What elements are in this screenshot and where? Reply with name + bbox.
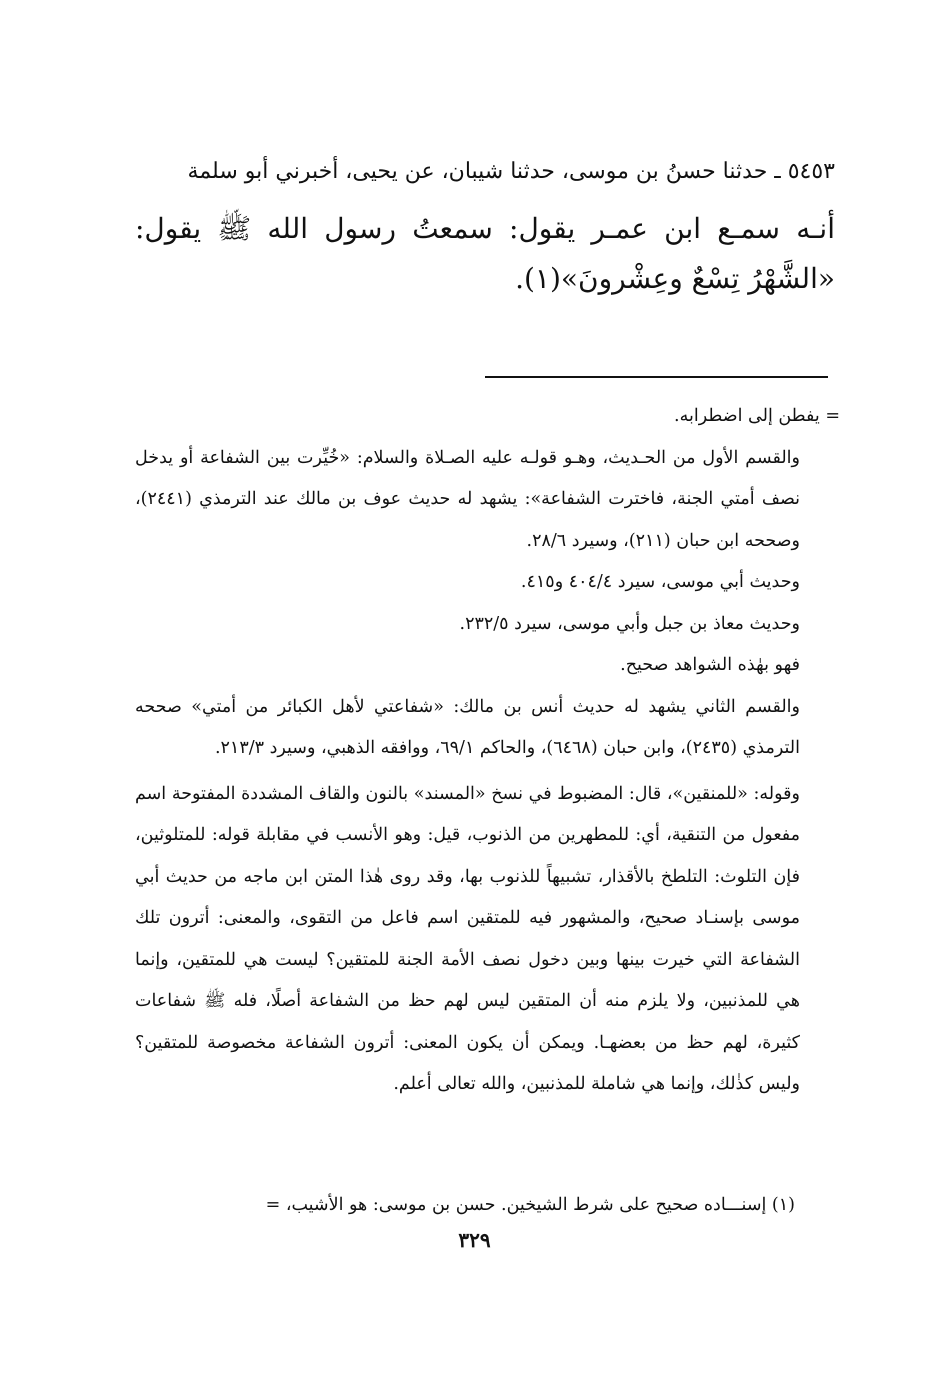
note-paragraph: = يفطن إلى اضطرابه. — [674, 406, 840, 426]
hadith-matn: أنـه سمـع ابن عمـر يقول: سمعتُ رسول الله ﷺ يقول: «الشَّهْرُ تِسْعٌ وعِشْرونَ»(١). — [135, 212, 835, 295]
note-paragraph: وحديث معاذ بن جبل وأبي موسى، سيرد ٢٣٢/٥. — [459, 613, 800, 634]
footnote-divider — [485, 376, 828, 378]
footnote-1: (١) إسنـــاده صحيح على شرط الشيخين. حسن بن موسى: هو الأشيب، = — [265, 1195, 795, 1215]
note-paragraph: وحديث أبي موسى، سيرد ٤٠٤/٤ و٤١٥. — [520, 572, 800, 592]
commentary-notes — [135, 396, 840, 1106]
page-number: ٣٢٩ — [458, 1228, 491, 1252]
note-paragraph: وقوله: «للمنقين»، قال: المضبوط في نسخ «المسند» بالنون والقاف المشددة المفتوحة اسم مفعول من التنقية، أي: للمطهرين من الذنوب، قيل: وهو الأنسب في مقابلة قوله: للمتلوثين، فإن التلوث: التلطخ بالأقذار، تشبيهاً للذنوب بها، وقد روى هٰذا المتن ابن ماجه من حديث أبي موسى بإسنـاد صحيح، والمشهور فيه للمتقين اسم فاعل من التقوى، والمعنى: أترون تلك الشفاعة التي خيرت بينها وبين دخول نصف الأمة الجنة للمتقين؟ ليست هي للمتقين، وإنما هي للمذنبين، ولا يلزم منه أن المتقين ليس لهم حظ من الشفاعة أصلًا، فله ﷺ شفاعات كثيرة، لهم حظ من بعضهـا. ويمكن أن يكون المعنى: أترون الشفاعة مخصوصة للمتقين؟ وليس كذٰلك، وإنما هي شاملة للمذنبين، والله تعالى أعلم. — [135, 783, 800, 1094]
note-paragraph: والقسم الأول من الحـديث، وهـو قولـه عليه الصـلاة والسلام: «خُيِّرت بين الشفاعة أو يدخل نصف أمتي الجنة، فاخترت الشفاعة»: يشهد له حديث عوف بن مالك عند الترمذي (٢٤٤١)، وصححه ابن حبان (٢١١)، وسيرد ٢٨/٦. — [135, 447, 800, 551]
note-paragraph: فهو بهٰذه الشواهد صحيح. — [620, 655, 800, 675]
hadith-block — [135, 150, 835, 304]
hadith-isnad: ٥٤٥٣ ـ حدثنا حسنُ بن موسى، حدثنا شيبان، عن يحيى، أخبرني أبو سلمة — [187, 159, 835, 184]
note-paragraph: والقسم الثاني يشهد له حديث أنس بن مالك: «شفاعتي لأهل الكبائر من أمتي» صححه الترمذي (٢٤٣٥)، وابن حبان (٦٤٦٨)، والحاكم ٦٩/١، ووافقه الذهبي، وسيرد ٢١٣/٣. — [135, 696, 800, 758]
